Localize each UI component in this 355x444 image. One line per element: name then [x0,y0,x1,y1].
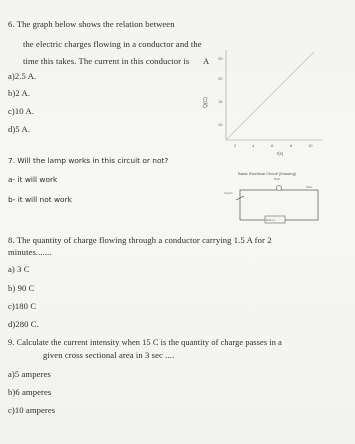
x-tick-label: 2 [234,143,237,148]
q7-question: 7. Will the lamp works in this circuit or not? [8,156,169,165]
q7-option-b[interactable]: b- it will not work [8,195,72,204]
q8-option-b[interactable]: b) 90 C [8,283,35,293]
x-tick-label: 10 [308,143,313,148]
y-tick-label: 25 [218,56,223,61]
y-tick-labels [218,56,223,127]
q8-option-d[interactable]: d)280 C. [8,319,39,329]
q6-option-c[interactable]: c)10 A. [8,106,34,116]
q6-question-line3: time this takes. The current in this conductor is [23,56,190,66]
y-tick-label: 15 [218,99,223,104]
q6-option-d[interactable]: d)5 A. [8,124,31,134]
q9-option-a[interactable]: a)5 amperes [8,369,51,379]
graph-xlabel: t(s) [277,151,284,156]
lamp-icon [276,185,281,190]
circuit-wire-loop [240,190,318,220]
y-tick-label: 10 [218,122,223,127]
x-tick-label: 4 [252,143,255,148]
y-tick-label: 20 [218,76,223,81]
x-tick-label: 8 [290,143,293,148]
wire-label: Wire [306,185,313,189]
x-tick-labels [234,143,313,148]
charge-time-graph [198,48,326,158]
q9-option-c[interactable]: c)10 amperes [8,405,56,415]
q9-option-b[interactable]: b)6 amperes [8,387,52,397]
q7-option-a[interactable]: a- it will work [8,175,58,184]
q6-option-a[interactable]: a)2.5 A. [8,71,37,81]
q8-option-c[interactable]: c)180 C [8,301,37,311]
q6-question-line1: 6. The graph below shows the relation between [8,19,175,29]
q6-answer-blank: A [203,56,210,66]
circuit-title: Basic Electrical Circuit (Drawing) [238,171,297,176]
graph-ylabel: Q(C) [203,97,209,108]
switch-label: Switch [224,191,233,195]
q6-question-line2: the electric charges flowing in a conductor and the [23,39,202,49]
x-tick-label: 6 [271,143,274,148]
q8-question-line1: 8. The quantity of charge flowing through a conductor carrying 1.5 A for 2 [8,235,272,245]
q8-option-a[interactable]: a) 3 C [8,264,30,274]
lamp-label: Bulb [274,177,281,181]
q6-option-b[interactable]: b)2 A. [8,88,31,98]
battery-label: Battery [266,218,276,222]
q9-question-line1: 9. Calculate the current intensity when 15 C is the quantity of charge passes in a [8,338,282,347]
charge-time-line [226,52,314,140]
q8-question-line2: minutes....... [8,247,52,257]
circuit-diagram [222,168,332,234]
q9-question-line2: given cross sectional area in 3 sec .... [43,350,175,360]
